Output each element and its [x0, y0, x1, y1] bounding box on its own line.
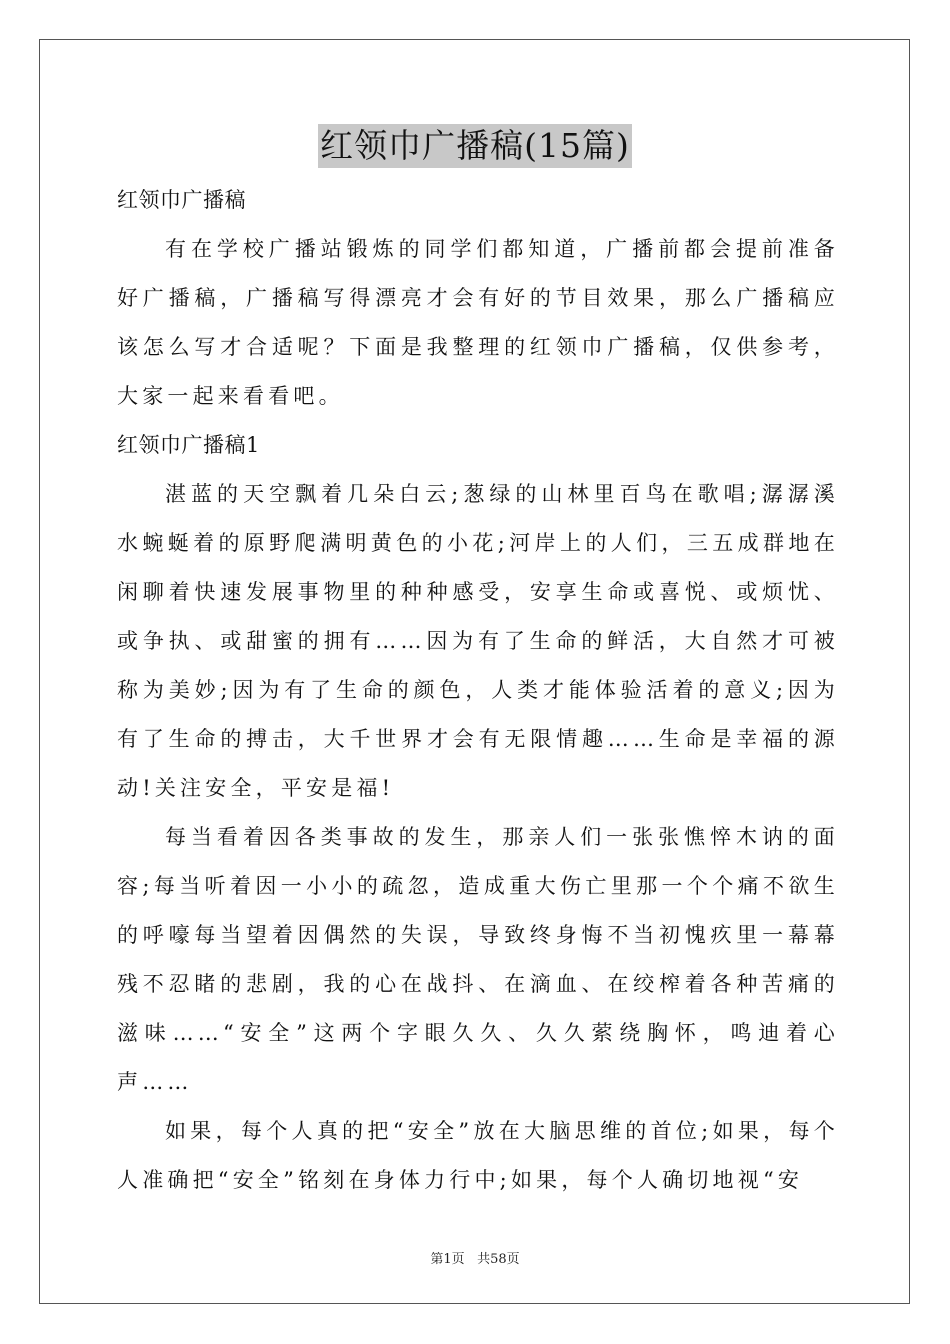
section1-paragraph-2: 每当看着因各类事故的发生，那亲人们一张张憔悴木讷的面容;每当听着因一小小的疏忽，造成重大伤亡里那一个个痛不欲生的呼嚎每当望着因偶然的失误，导致终身悔不当初愧疚里一幕幕残不忍睹的悲剧，我的心在战抖、在滴血、在绞榨着各种苦痛的滋味……“安全”这两个字眼久久、久久萦绕胸怀，鸣迪着心声……	[117, 825, 839, 1094]
document-body	[117, 176, 839, 1205]
intro-paragraph: 有在学校广播站锻炼的同学们都知道，广播前都会提前准备好广播稿，广播稿写得漂亮才会有好的节目效果，那么广播稿应该怎么写才合适呢？下面是我整理的红领巾广播稿，仅供参考，大家一起来看看吧。	[117, 237, 839, 408]
title-container	[0, 124, 950, 168]
section1-paragraph-1: 湛蓝的天空飘着几朵白云;葱绿的山林里百鸟在歌唱;潺潺溪水蜿蜒着的原野爬满明黄色的小花;河岸上的人们，三五成群地在闲聊着快速发展事物里的种种感受，安享生命或喜悦、或烦忧、或争执、或甜蜜的拥有……因为有了生命的鲜活，大自然才可被称为美妙;因为有了生命的颜色，人类才能体验活着的意义;因为有了生命的搏击，大千世界才会有无限情趣……生命是幸福的源动!关注安全，平安是福!	[117, 482, 839, 800]
intro-heading: 红领巾广播稿	[117, 188, 246, 212]
page-total: 共58页	[477, 1252, 520, 1267]
page-footer	[0, 1248, 950, 1267]
document-title: 红领巾广播稿(15篇)	[318, 124, 632, 168]
section1-paragraph-3: 如果，每个人真的把“安全”放在大脑思维的首位;如果，每个人准确把“安全”铭刻在身体力行中;如果，每个人确切地视“安	[117, 1119, 839, 1192]
page-number: 第1页	[430, 1252, 465, 1267]
section1-heading: 红领巾广播稿1	[117, 433, 260, 457]
